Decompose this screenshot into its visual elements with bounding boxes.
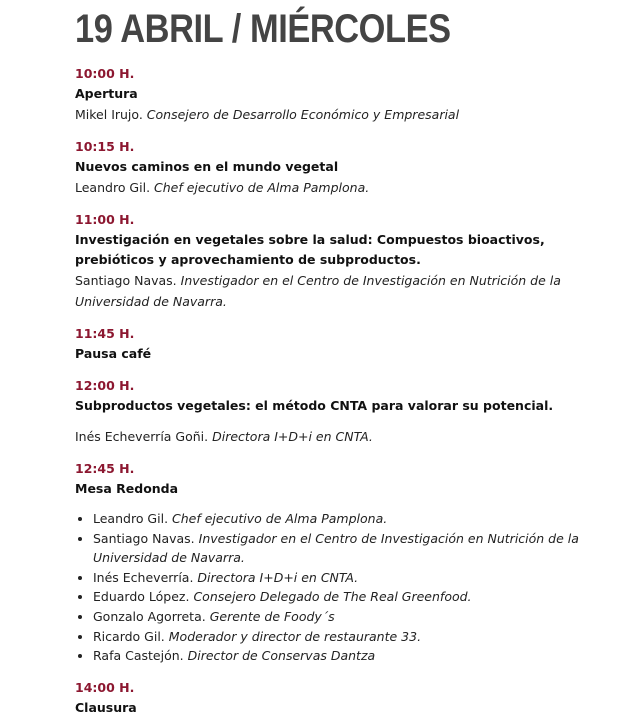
speaker-name: Mikel Irujo.: [75, 107, 143, 122]
panelist-name: Eduardo López.: [93, 589, 190, 605]
session-title: Subproductos vegetales: el método CNTA para valorar su potencial.: [75, 398, 554, 413]
panel-member: [93, 587, 613, 607]
panelist-name: Santiago Navas.: [93, 530, 195, 546]
session-1145: [75, 324, 640, 364]
speaker-role: Chef ejecutivo de Alma Pamplona.: [154, 180, 370, 195]
panel-member: [93, 568, 613, 588]
panel-member: [93, 646, 613, 666]
speaker-role: Investigador en el Centro de Investigación en Nutrición de la Universidad de Navarra.: [75, 273, 561, 309]
session-title: Clausura: [75, 699, 137, 715]
session-time: 12:45 H.: [75, 461, 135, 476]
panelist-name: Rafa Castejón.: [93, 648, 184, 664]
day-heading: 19 ABRIL / MIÉRCOLES: [75, 7, 451, 51]
session-title: Nuevos caminos en el mundo vegetal: [75, 159, 339, 174]
session-1245: [75, 459, 640, 666]
session-time: 11:45 H.: [75, 326, 135, 341]
session-speaker: [75, 270, 605, 312]
session-speaker: [75, 104, 605, 125]
session-time: 14:00 H.: [75, 679, 135, 695]
panelist-role: Chef ejecutivo de Alma Pamplona.: [172, 511, 388, 526]
panelist-role: Directora I+D+i en CNTA.: [197, 569, 359, 585]
session-speaker: [75, 426, 605, 447]
speaker-name: Santiago Navas.: [75, 273, 177, 288]
speaker-name: Leandro Gil.: [75, 180, 151, 195]
panel-member: [93, 627, 613, 647]
panel-member: [93, 509, 613, 529]
panelist-role: Director de Conservas Dantza: [187, 648, 376, 664]
panelist-role: Investigador en el Centro de Investigación en Nutrición de la Universidad de Navarra.: [93, 530, 579, 566]
session-title: Pausa café: [75, 346, 152, 361]
session-1015: [75, 137, 640, 198]
session-time: 12:00 H.: [75, 378, 135, 393]
session-speaker: [75, 177, 605, 198]
session-1100: [75, 210, 640, 312]
session-1400: [75, 678, 640, 718]
session-title: Mesa Redonda: [75, 481, 179, 496]
panelist-name: Inés Echeverría.: [93, 569, 194, 585]
panel-member: [93, 607, 613, 627]
session-time: 10:15 H.: [75, 139, 135, 154]
panelist-role: Consejero Delegado de The Real Greenfood.: [193, 589, 472, 605]
panelist-role: Moderador y director de restaurante 33.: [168, 628, 422, 644]
session-time: 10:00 H.: [75, 66, 135, 81]
session-time: 11:00 H.: [75, 212, 135, 227]
speaker-name: Inés Echeverría Goñi.: [75, 429, 209, 444]
panel-list: [75, 509, 613, 666]
session-title: Investigación en vegetales sobre la salud: Compuestos bioactivos, prebióticos y aprovechamiento de subproductos.: [75, 232, 545, 267]
session-title: Apertura: [75, 86, 138, 101]
speaker-role: Directora I+D+i en CNTA.: [212, 429, 373, 444]
speaker-role: Consejero de Desarrollo Económico y Empresarial: [146, 107, 460, 122]
session-1200: [75, 376, 640, 447]
panel-member: [93, 529, 613, 568]
panelist-role: Gerente de Foody´s: [209, 608, 335, 624]
panelist-name: Ricardo Gil.: [93, 628, 165, 644]
session-1000: [75, 64, 640, 125]
panelist-name: Leandro Gil.: [93, 511, 169, 526]
panelist-name: Gonzalo Agorreta.: [93, 608, 206, 624]
